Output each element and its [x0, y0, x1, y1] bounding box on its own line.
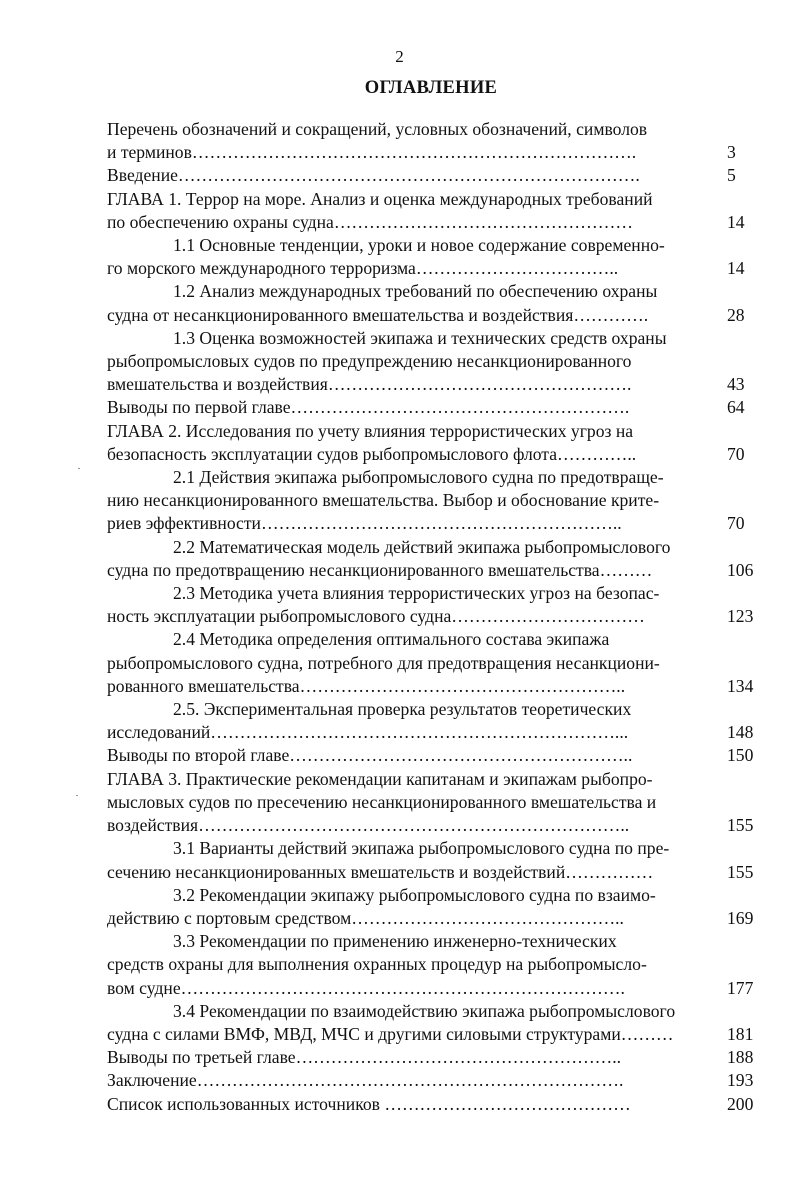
toc-entry-page: 14: [727, 211, 745, 232]
toc-entry: [107, 837, 754, 883]
toc-entry-page: 200: [727, 1093, 754, 1114]
toc-entry-text: 2.4 Методика определения оптимального состава экипажа рыбопромыслового судна, потребного для предотвращения несанкциони- рованного вмешательства………………………………………………..: [107, 629, 660, 696]
toc-entry-page: 43: [727, 374, 745, 395]
toc-entry: [107, 188, 745, 234]
toc-entry-text: ГЛАВА 1. Террор на море. Анализ и оценка международных требований по обеспечению охраны судна……………………………………………: [107, 188, 653, 232]
toc-entry: [107, 164, 736, 187]
toc-entry-page: 177: [727, 977, 754, 998]
toc-entry-page: 5: [727, 165, 736, 186]
toc-entry-page: 28: [727, 304, 745, 325]
toc-entry-page: 14: [727, 258, 745, 279]
toc-entry-page: 64: [727, 397, 745, 418]
toc-entry-text: 1.3 Оценка возможностей экипажа и технических средств охраны рыбопромысловых судов по предупреждению несанкционированного вмешательства и воздействия…………………………………………….: [107, 327, 667, 395]
toc-entry-text: 2.2 Математическая модель действий экипажа рыбопромыслового судна по предотвращению несанкционированного вмешательства………: [107, 536, 671, 580]
toc-entry-text: ГЛАВА 2. Исследования по учету влияния террористических угроз на безопасность эксплуатации судов рыбопромыслового флота…………..: [107, 420, 637, 464]
toc-entry-page: 155: [727, 815, 754, 836]
toc-entry-text: Перечень обозначений и сокращений, условных обозначений, символов и терминов………………………………………………………………….: [107, 119, 648, 163]
toc-entry: [107, 466, 745, 536]
toc-entry-text: Выводы по второй главе…………………………………………………..: [107, 745, 633, 766]
scan-speck: [78, 468, 80, 469]
toc-entry: [107, 628, 754, 698]
toc-entry-page: 181: [727, 1023, 754, 1044]
toc-entry-text: 2.3 Методика учета влияния террористических угроз на безопас- ность эксплуатации рыбопромыслового судна……………………………: [107, 583, 660, 627]
toc-entry-text: Введение…………………………………………………………………….: [107, 165, 640, 186]
toc-entry-text: Заключение……………………………………………………………….: [107, 1070, 624, 1091]
toc-entry-page: 148: [727, 722, 754, 743]
toc-entry-page: 106: [727, 559, 754, 580]
toc-entry: [107, 1046, 754, 1069]
toc-entry-text: Список использованных источников ……………………………………: [107, 1093, 631, 1114]
toc-entry-text: 3.1 Варианты действий экипажа рыбопромыслового судна по пре- сечению несанкционированных вмешательств и воздействий……………: [107, 838, 670, 882]
toc-entry: [107, 1069, 754, 1092]
toc-entry-text: 3.4 Рекомендации по взаимодействию экипажа рыбопромыслового судна с силами ВМФ, МВД, МЧС и другими силовыми структурами………: [107, 1000, 676, 1044]
toc-entry: [107, 396, 745, 419]
toc-entry-page: 134: [727, 675, 754, 696]
toc-entry: [107, 234, 745, 280]
toc-entry-text: 1.2 Анализ международных требований по обеспечению охраны судна от несанкционированного вмешательства и воздействия………….: [107, 281, 658, 325]
toc-entry-text: ГЛАВА 3. Практические рекомендации капитанам и экипажам рыбопро- мысловых судов по пресечению несанкционированного вмешательства и воздействия………………………………………………………………..: [107, 768, 657, 836]
toc-entry-page: 155: [727, 861, 754, 882]
toc-entry-page: 193: [727, 1070, 754, 1091]
toc-entry-text: Выводы по первой главе………………………………………………….: [107, 397, 630, 418]
toc-entry-text: 3.2 Рекомендации экипажу рыбопромыслового судна по взаимо- действию с портовым средством………………………………………..: [107, 884, 656, 928]
toc-entry: [107, 768, 754, 838]
toc-entry: [107, 327, 745, 397]
toc-entry-text: 2.1 Действия экипажа рыбопромыслового судна по предотвраще- нию несанкционированного вмешательства. Выбор и обоснование крите- риев эффективности……………………………………………………..: [107, 467, 664, 534]
toc-entry: [107, 930, 754, 1000]
toc-entry: [107, 582, 754, 628]
page-number: 2: [395, 47, 404, 66]
toc-entry: [107, 698, 754, 744]
toc-entry: [107, 420, 745, 466]
table-of-contents: [107, 118, 754, 1116]
page-title: ОГЛАВЛЕНИЕ: [364, 78, 498, 98]
toc-entry: [107, 1093, 754, 1116]
toc-entry: [107, 536, 754, 582]
toc-entry-text: 2.5. Экспериментальная проверка результатов теоретических исследований……………………………………………………………...: [107, 699, 632, 743]
toc-entry-page: 123: [727, 606, 754, 627]
scan-speck: [76, 795, 78, 796]
toc-entry: [107, 744, 754, 767]
toc-entry-page: 70: [727, 443, 745, 464]
toc-entry: [107, 118, 736, 164]
toc-entry-page: 169: [727, 907, 754, 928]
toc-entry: [107, 280, 745, 326]
toc-entry-page: 70: [727, 513, 745, 534]
toc-entry-page: 188: [727, 1047, 754, 1068]
toc-entry-page: 150: [727, 745, 754, 766]
toc-entry-text: Выводы по третьей главе………………………………………………..: [107, 1047, 622, 1068]
toc-entry: [107, 884, 754, 930]
toc-entry-page: 3: [727, 142, 736, 163]
toc-entry: [107, 1000, 754, 1046]
toc-entry-text: 3.3 Рекомендации по применению инженерно-технических средств охраны для выполнения охранных процедур на рыбопромысло- вом судне………………………………………………………………….: [107, 931, 647, 998]
toc-entry-text: 1.1 Основные тенденции, уроки и новое содержание современно- го морского международного терроризма……………………………..: [107, 235, 665, 279]
